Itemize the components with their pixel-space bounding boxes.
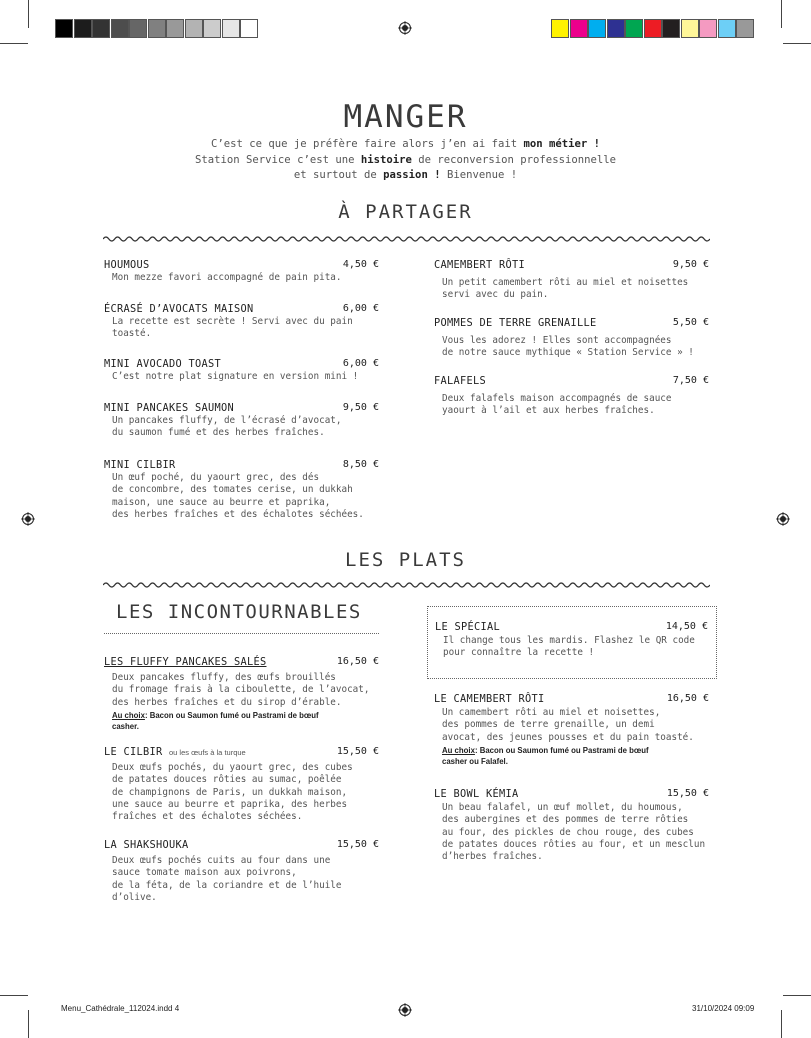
color-swatch <box>551 19 569 38</box>
color-swatch <box>148 19 166 38</box>
item-name: MINI AVOCADO TOAST <box>104 358 221 370</box>
item-description: Un camembert rôti au miel et noisettes, <box>442 707 661 718</box>
registration-mark-icon <box>21 512 35 526</box>
item-description: Deux pancakes fluffy, des œufs brouillés <box>112 672 336 683</box>
color-swatch <box>92 19 110 38</box>
item-name: LE BOWL KÉMIA <box>434 788 519 800</box>
item-description: des pommes de terre grenaille, un demi <box>442 719 655 731</box>
item-description: au four, des pickles de chou rouge, des cubes <box>442 826 694 838</box>
item-description: Deux œufs pochés cuits au four dans une <box>112 855 331 866</box>
color-swatch <box>166 19 184 38</box>
color-swatch <box>681 19 699 38</box>
item-description: La recette est secrète ! Servi avec du pain <box>112 316 353 327</box>
item-name: LE CILBIR ou les œufs à la turque <box>104 746 246 758</box>
color-swatch <box>662 19 680 38</box>
item-price: 16,50 € <box>666 693 709 704</box>
item-name: LA SHAKSHOUKA <box>104 839 189 851</box>
color-swatch <box>570 19 588 38</box>
color-swatch <box>699 19 717 38</box>
item-description: des aubergines et des pommes de terre rôties <box>442 814 689 826</box>
color-swatch <box>644 19 662 38</box>
item-description: servi avec du pain. <box>442 289 549 301</box>
item-description: de notre sauce mythique « Station Service » ! <box>442 347 694 359</box>
item-option-note: Au choix: Bacon ou Saumon fumé ou Pastrami de bœuf <box>442 745 649 755</box>
item-description: des herbes fraîches et du sirop d’érable. <box>112 696 342 708</box>
item-name: MINI CILBIR <box>104 459 176 471</box>
item-description: de la féta, de la coriandre et de l’huile <box>112 879 342 891</box>
color-swatch <box>736 19 754 38</box>
item-description: Mon mezze favori accompagné de pain pita. <box>112 272 342 283</box>
item-option-note: Au choix: Bacon ou Saumon fumé ou Pastrami de bœuf <box>112 710 319 720</box>
item-description: Deux falafels maison accompagnés de sauce <box>442 393 672 404</box>
item-description: de champignons de Paris, un dukkah maison, <box>112 786 348 798</box>
crop-mark <box>28 0 29 28</box>
page-title: MANGER <box>343 99 468 135</box>
crop-mark <box>781 1010 782 1038</box>
item-price: 14,50 € <box>665 621 708 632</box>
item-description: des herbes fraîches et des échalotes séchées. <box>112 508 364 520</box>
item-option-note: casher ou Falafel. <box>442 756 508 766</box>
item-price: 5,50 € <box>672 317 709 328</box>
item-description: Il change tous les mardis. Flashez le QR code <box>443 635 695 646</box>
item-description: du saumon fumé et des herbes fraîches. <box>112 427 325 439</box>
item-name: LE CAMEMBERT RÔTI <box>434 693 545 705</box>
item-name: MINI PANCAKES SAUMON <box>104 402 234 414</box>
crop-mark <box>783 995 811 996</box>
item-description: yaourt à l’ail et aux herbes fraîches. <box>442 405 655 417</box>
item-description: de concombre, des tomates cerise, un dukkah <box>112 484 353 496</box>
item-price: 8,50 € <box>342 459 379 470</box>
item-name: CAMEMBERT RÔTI <box>434 259 525 271</box>
color-swatch <box>129 19 147 38</box>
color-swatch <box>185 19 203 38</box>
registration-mark-icon <box>776 512 790 526</box>
item-description: maison, une sauce au beurre et paprika, <box>112 496 331 508</box>
section-title-plats: LES PLATS <box>345 549 466 571</box>
item-price: 4,50 € <box>342 259 379 270</box>
item-price: 9,50 € <box>672 259 709 270</box>
item-description: fraîches et des échalotes séchées. <box>112 811 303 823</box>
color-swatch <box>203 19 221 38</box>
crop-mark <box>0 43 28 44</box>
item-description: C’est notre plat signature en version mini ! <box>112 371 359 382</box>
registration-mark-icon <box>398 21 412 35</box>
color-swatch <box>222 19 240 38</box>
item-description: du fromage frais à la ciboulette, de l’avocat, <box>112 684 370 696</box>
item-description: Un œuf poché, du yaourt grec, des dés <box>112 472 320 483</box>
item-description: de patates douces rôties au sumac, poêlée <box>112 774 342 786</box>
incontournables-rule <box>104 633 379 634</box>
item-price: 15,50 € <box>336 839 379 850</box>
color-swatch <box>74 19 92 38</box>
color-swatch <box>240 19 258 38</box>
item-description: une sauce au beurre et paprika, des herbes <box>112 798 348 810</box>
crop-mark <box>0 995 28 996</box>
crop-mark <box>783 43 811 44</box>
item-name: FALAFELS <box>434 375 486 387</box>
item-description: Un beau falafel, un œuf mollet, du houmous, <box>442 802 683 813</box>
item-description: sauce tomate maison aux poivrons, <box>112 867 297 879</box>
date-slug: 31/10/2024 09:09 <box>692 1004 755 1013</box>
item-name: LES FLUFFY PANCAKES SALÉS <box>104 656 267 668</box>
item-description: d’herbes fraîches. <box>442 851 543 863</box>
section-title-partager: À PARTAGER <box>338 201 473 223</box>
item-description: avocat, des jeunes pousses et du pain toasté. <box>442 731 694 743</box>
item-description: Vous les adorez ! Elles sont accompagnées <box>442 335 672 346</box>
item-description: Deux œufs pochés, du yaourt grec, des cubes <box>112 762 353 773</box>
item-price: 15,50 € <box>666 788 709 799</box>
item-price: 6,00 € <box>342 303 379 314</box>
item-name: ÉCRASÉ D’AVOCATS MAISON <box>104 303 254 315</box>
item-price: 16,50 € <box>336 656 379 667</box>
item-description: pour connaître la recette ! <box>443 647 595 659</box>
item-price: 9,50 € <box>342 402 379 413</box>
color-swatch <box>718 19 736 38</box>
incontournables-title: LES INCONTOURNABLES <box>116 601 362 623</box>
color-swatch <box>55 19 73 38</box>
color-swatch <box>588 19 606 38</box>
crop-mark <box>28 1010 29 1038</box>
color-swatch <box>625 19 643 38</box>
item-name: LE SPÉCIAL <box>435 621 500 633</box>
item-price: 7,50 € <box>672 375 709 386</box>
item-description: Un petit camembert rôti au miel et noisettes <box>442 277 689 288</box>
item-description: de patates douces rôties au four, et un mesclun <box>442 838 706 850</box>
item-price: 15,50 € <box>336 746 379 757</box>
item-price: 6,00 € <box>342 358 379 369</box>
intro-text: C’est ce que je préfère faire alors j’en ai fait mon métier ! Station Service c’est une histoire de reconversion professionnelle et surtout de passion ! Bienvenue ! <box>195 138 616 181</box>
wave-divider <box>103 234 710 244</box>
wave-divider <box>103 580 710 590</box>
item-description: toasté. <box>112 328 152 340</box>
item-name: POMMES DE TERRE GRENAILLE <box>434 317 597 329</box>
item-name: HOUMOUS <box>104 259 150 271</box>
item-description: d’olive. <box>112 891 157 903</box>
color-swatch <box>111 19 129 38</box>
file-slug: Menu_Cathédrale_112024.indd 4 <box>61 1004 180 1013</box>
item-option-note: casher. <box>112 721 139 731</box>
registration-mark-icon <box>398 1003 412 1017</box>
crop-mark <box>781 0 782 28</box>
color-swatch <box>607 19 625 38</box>
item-subtitle: ou les œufs à la turque <box>169 748 246 757</box>
item-description: Un pancakes fluffy, de l’écrasé d’avocat, <box>112 415 342 426</box>
